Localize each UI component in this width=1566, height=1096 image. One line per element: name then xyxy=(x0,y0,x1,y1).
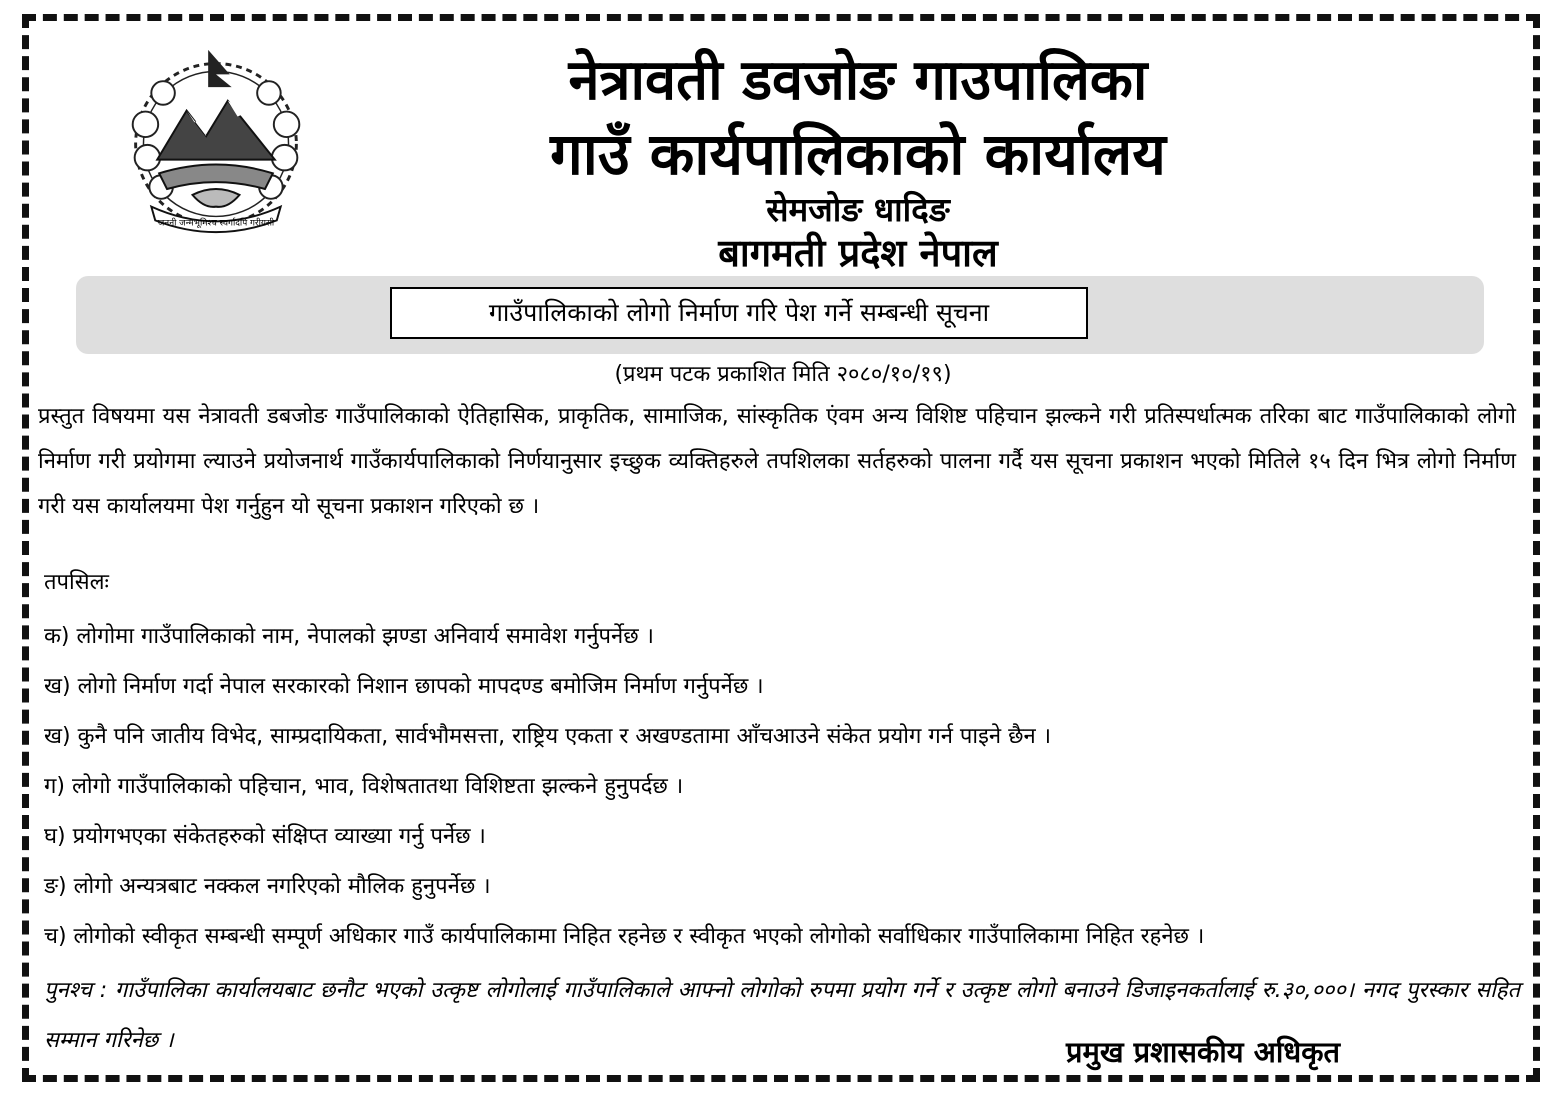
publication-date: (प्रथम पटक प्रकाशित मिति २०८०/१०/१९) xyxy=(614,362,952,387)
notice-subject: गाउँपालिकाको लोगो निर्माण गरि पेश गर्ने सम्बन्धी सूचना xyxy=(390,287,1088,339)
municipality-name: नेत्रावती डवजोङ गाउपालिका xyxy=(568,48,1148,113)
details-heading: तपसिलः xyxy=(44,570,109,595)
postscript-note: पुनश्च : गाउँपालिका कार्यालयबाट छनौट भएको उत्कृष्ट लोगोलाई गाउँपालिकाले आफ्नो लोगोको रुपमा प्रयोग गर्ने र उत्कृष्ट लोगो बनाउने डिजाइनकर्तालाई रु.३०,०००। नगद पुरस्कार सहित सम्मान गरिनेछ । xyxy=(44,978,1520,1053)
condition-item: घ) प्रयोगभएका संकेतहरुको संक्षिप्त व्याख्या गर्नु पर्नेछ । xyxy=(44,824,486,849)
condition-item: ख) लोगो निर्माण गर्दा नेपाल सरकारको निशान छापको मापदण्ड बमोजिम निर्माण गर्नुपर्नेछ । xyxy=(44,674,764,699)
condition-item: ख) कुनै पनि जातीय विभेद, साम्प्रदायिकता, सार्वभौमसत्ता, राष्ट्रिय एकता र अखण्डतामा आँचआउने संकेत प्रयोग गर्न पाइने छैन । xyxy=(44,724,1052,749)
condition-item: ग) लोगो गाउँपालिकाको पहिचान, भाव, विशेषतातथा विशिष्टता झल्कने हुनुपर्दछ । xyxy=(44,774,684,799)
province-line: बागमती प्रदेश नेपाल xyxy=(718,231,998,275)
condition-item: च) लोगोको स्वीकृत सम्बन्धी सम्पूर्ण अधिकार गाउँ कार्यपालिकामा निहित रहनेछ र स्वीकृत भएको लोगोको सर्वाधिकार गाउँपालिकामा निहित रहनेछ । xyxy=(44,924,1205,949)
office-name: गाउँ कार्यपालिकाको कार्यालय xyxy=(550,120,1166,188)
condition-item: क) लोगोमा गाउँपालिकाको नाम, नेपालको झण्डा अनिवार्य समावेश गर्नुपर्नेछ । xyxy=(44,624,655,649)
location-line: सेमजोङ धादिङ xyxy=(766,190,950,229)
emblem-motto: जननी जन्मभूमिश्च स्वर्गादपि गरीयसी xyxy=(157,218,275,229)
body-paragraph: प्रस्तुत विषयमा यस नेत्रावती डबजोङ गाउँपालिकाको ऐतिहासिक, प्राकृतिक, सामाजिक, सांस्कृतिक एंवम अन्य विशिष्ट पहिचान झल्कने गरी प्रतिस्पर्धात्मक तरिका बाट गाउँपालिकाको लोगो निर्माण गरी प्रयोगमा ल्याउने प्रयोजनार्थ गाउँकार्यपालिकाको निर्णयानुसार इच्छुक व्यक्तिहरुले तपशिलका सर्तहरुको पालना गर्दै यस सूचना प्रकाशन भएको मितिले १५ दिन भित्र लोगो निर्माण गरी यस कार्यालयमा पेश गर्नुहुन यो सूचना प्रकाशन गरिएको छ । xyxy=(38,404,1516,519)
condition-item: ङ) लोगो अन्यत्रबाट नक्कल नगरिएको मौलिक हुनुपर्नेछ । xyxy=(44,874,491,899)
signature-title: प्रमुख प्रशासकीय अधिकृत xyxy=(1066,1035,1341,1069)
